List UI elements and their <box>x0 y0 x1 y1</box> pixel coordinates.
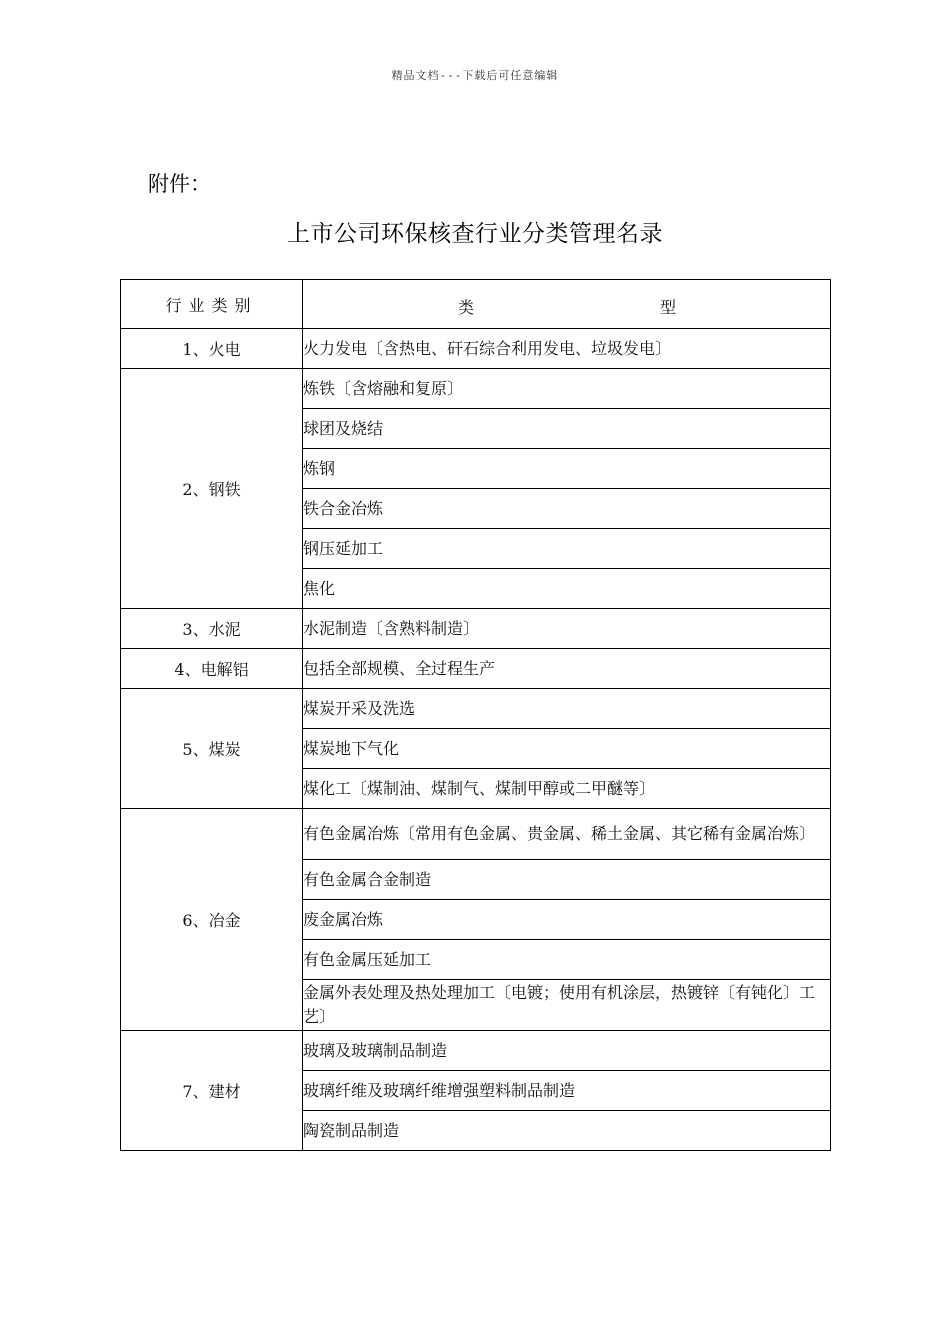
document-title: 上市公司环保核查行业分类管理名录 <box>287 221 663 247</box>
table-row <box>121 329 831 369</box>
type-cell: 铁合金冶炼 <box>303 489 831 529</box>
type-cell: 有色金属压延加工 <box>303 940 831 980</box>
industry-catalog-table <box>120 279 831 1151</box>
type-cell: 炼铁〔含熔融和复原〕 <box>303 369 831 409</box>
type-cell: 煤炭开采及洗选 <box>303 689 831 729</box>
type-cell: 有色金属合金制造 <box>303 860 831 900</box>
page-header: 精品文档---下载后可任意编辑 <box>391 69 559 82</box>
type-cell: 废金属冶炼 <box>303 900 831 940</box>
industry-cell: 1、火电 <box>121 329 303 369</box>
type-cell: 煤炭地下气化 <box>303 729 831 769</box>
type-cell: 球团及烧结 <box>303 409 831 449</box>
header-type-char1: 类 <box>458 298 475 317</box>
industry-cell: 6、冶金 <box>121 809 303 1031</box>
table-row <box>121 1031 831 1071</box>
table-row <box>121 809 831 860</box>
table-row <box>121 649 831 689</box>
type-cell: 有色金属冶炼〔常用有色金属、贵金属、稀土金属、其它稀有金属冶炼〕 <box>303 809 831 860</box>
type-cell: 焦化 <box>303 569 831 609</box>
type-cell: 煤化工〔煤制油、煤制气、煤制甲醇或二甲醚等〕 <box>303 769 831 809</box>
industry-cell: 2、钢铁 <box>121 369 303 609</box>
type-cell: 火力发电〔含热电、矸石综合利用发电、垃圾发电〕 <box>303 329 831 369</box>
type-cell: 金属外表处理及热处理加工〔电镀；使用有机涂层，热镀锌〔有钝化〕工艺〕 <box>303 980 831 1031</box>
industry-cell: 3、水泥 <box>121 609 303 649</box>
header-industry: 行业类别 <box>121 280 303 329</box>
type-cell: 钢压延加工 <box>303 529 831 569</box>
type-cell: 水泥制造〔含熟料制造〕 <box>303 609 831 649</box>
type-cell: 陶瓷制品制造 <box>303 1111 831 1151</box>
type-cell: 玻璃纤维及玻璃纤维增强塑料制品制造 <box>303 1071 831 1111</box>
industry-cell: 4、电解铝 <box>121 649 303 689</box>
table-row <box>121 609 831 649</box>
type-cell: 玻璃及玻璃制品制造 <box>303 1031 831 1071</box>
header-type <box>303 280 831 329</box>
attachment-label: 附件： <box>148 172 211 196</box>
table-row <box>121 689 831 729</box>
industry-cell: 5、煤炭 <box>121 689 303 809</box>
industry-cell: 7、建材 <box>121 1031 303 1151</box>
type-cell: 包括全部规模、全过程生产 <box>303 649 831 689</box>
type-cell: 炼钢 <box>303 449 831 489</box>
table-row <box>121 369 831 409</box>
header-type-char2: 型 <box>660 298 677 317</box>
